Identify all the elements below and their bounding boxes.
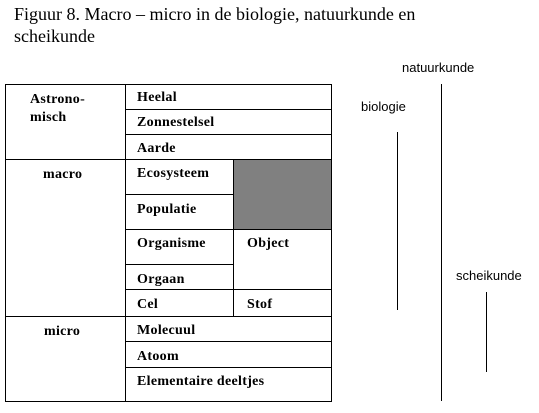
level-molecuul: Molecuul <box>137 323 196 338</box>
table-column-divider <box>125 84 126 402</box>
row-line <box>125 229 332 230</box>
level-elementaire-deeltjes: Elementaire deeltjes <box>137 374 265 389</box>
row-line <box>125 316 332 317</box>
label-astronomisch: Astrono-misch <box>30 92 86 125</box>
figure-title: Figuur 8. Macro – micro in de biologie, natuurkunde en scheikunde <box>14 4 416 46</box>
level-heelal: Heelal <box>137 90 177 105</box>
divider-astro-macro <box>5 159 126 160</box>
row-line <box>125 367 332 368</box>
label-natuurkunde: natuurkunde <box>402 60 475 75</box>
divider-macro-micro <box>5 316 126 317</box>
level-cel: Cel <box>137 297 159 312</box>
level-aarde: Aarde <box>137 141 176 156</box>
row-line <box>125 194 234 195</box>
scheikunde-range-line <box>486 292 487 372</box>
label-stof: Stof <box>247 297 273 312</box>
row-line <box>125 109 332 110</box>
shaded-cell <box>234 160 331 229</box>
row-line <box>125 264 234 265</box>
label-macro: macro <box>43 167 83 182</box>
label-scheikunde: scheikunde <box>456 268 522 283</box>
level-populatie: Populatie <box>137 202 197 217</box>
label-object: Object <box>247 236 290 251</box>
level-organisme: Organisme <box>137 236 206 251</box>
biologie-range-line <box>397 132 398 310</box>
row-line <box>125 134 332 135</box>
label-biologie: biologie <box>361 99 406 114</box>
level-ecosysteem: Ecosysteem <box>137 166 210 181</box>
level-orgaan: Orgaan <box>137 272 185 287</box>
label-micro: micro <box>44 324 81 339</box>
natuurkunde-range-line <box>441 84 442 401</box>
row-line <box>125 289 332 290</box>
level-atoom: Atoom <box>137 349 179 364</box>
level-zonnestelsel: Zonnestelsel <box>137 115 215 130</box>
row-line <box>125 341 332 342</box>
